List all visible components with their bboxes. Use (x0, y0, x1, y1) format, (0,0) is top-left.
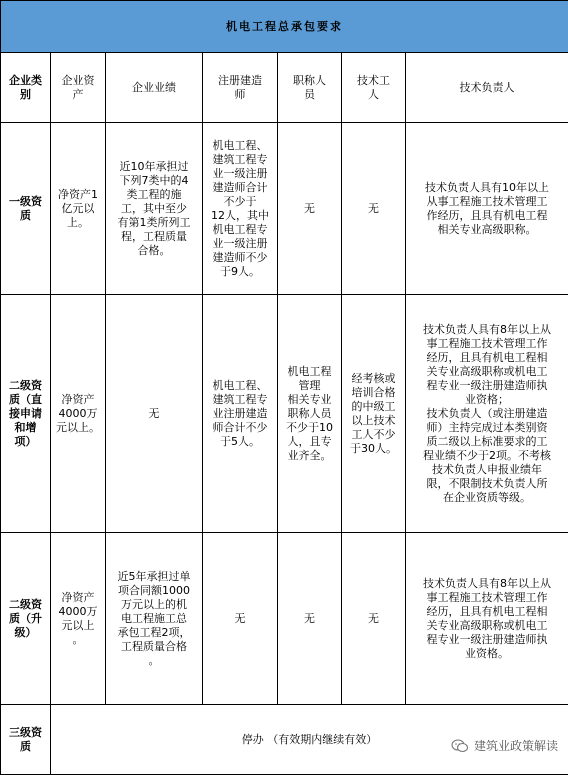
row-assets: 净资产1 亿元以 上。 (51, 123, 106, 295)
row-engineer: 无 (203, 533, 278, 705)
row-category: 三级资 质 (1, 705, 51, 775)
row-tech-lead: 技术负责人具有8年以上从 事工程施工技术管理工作 经历，且具有机电工程相 关专业高级职称或机电工 程专业一级注册建造师执 业资格。 (406, 533, 568, 705)
row-tech-lead: 技术负责人具有8年以上从 事工程施工技术管理工作 经历，且具有机电工程相 关专业高级职称或机电工 程专业一级注册建造师执 业资格； 技术负责人（或注册建造 师）主持完成过本类别资 质二级以上标准要求的工 程业绩不少于2项。不考核 技术负责人申报业绩年 限，不限制技术负责人所 在企业资质等级。 (406, 295, 568, 533)
header-titled-staff: 职称人 员 (278, 53, 342, 123)
row-performance: 近5年承担过单 项合同额1000 万元以上的机 电工程施工总 承包工程2项， 工程质量合格 。 (106, 533, 203, 705)
header-row (1, 53, 568, 123)
row-category: 二级资 质（直 接申请 和增 项） (1, 295, 51, 533)
row-tech-lead: 技术负责人具有10年以上 从事工程施工技术管理工 作经历，且具有机电工程 相关专业高级职称。 (406, 123, 568, 295)
row-assets: 净资产 4000万 元以上。 (51, 295, 106, 533)
header-category: 企业类 别 (1, 53, 51, 123)
row-workers: 无 (342, 123, 406, 295)
level3-suspended-note: 停办 （有效期内继续有效） (51, 705, 568, 775)
title-row (1, 1, 568, 53)
watermark-text: 建筑业政策解读 (474, 737, 558, 754)
table-row (1, 533, 568, 705)
row-titled-staff: 无 (278, 533, 342, 705)
table-row (1, 123, 568, 295)
row-category: 二级资 质（升 级） (1, 533, 51, 705)
row-titled-staff: 无 (278, 123, 342, 295)
table-row (1, 295, 568, 533)
row-workers: 经考核或 培训合格 的中级工 以上技术 工人不少 于30人。 (342, 295, 406, 533)
row-workers: 无 (342, 533, 406, 705)
header-workers: 技术工 人 (342, 53, 406, 123)
header-tech-lead: 技术负责人 (406, 53, 568, 123)
header-engineer: 注册建造 师 (203, 53, 278, 123)
header-assets: 企业资 产 (51, 53, 106, 123)
row-engineer: 机电工程、 建筑工程专 业注册建造 师合计不少 于5人。 (203, 295, 278, 533)
row-assets: 净资产 4000万 元以上 。 (51, 533, 106, 705)
table-title: 机电工程总承包要求 (1, 1, 568, 53)
row-performance: 近10年承担过 下列7类中的4 类工程的施 工，其中至少 有第1类所列工 程，工程质量 合格。 (106, 123, 203, 295)
row-performance: 无 (106, 295, 203, 533)
watermark (451, 737, 558, 754)
header-performance: 企业业绩 (106, 53, 203, 123)
row-engineer: 机电工程、 建筑工程专 业一级注册 建造师合计 不少于 12人，其中 机电工程专 业一级注册 建造师不少 于9人。 (203, 123, 278, 295)
row-titled-staff: 机电工程 管理 相关专业 职称人员 不少于10 人，且专 业齐全。 (278, 295, 342, 533)
wechat-icon (451, 739, 469, 753)
row-category: 一级资 质 (1, 123, 51, 295)
